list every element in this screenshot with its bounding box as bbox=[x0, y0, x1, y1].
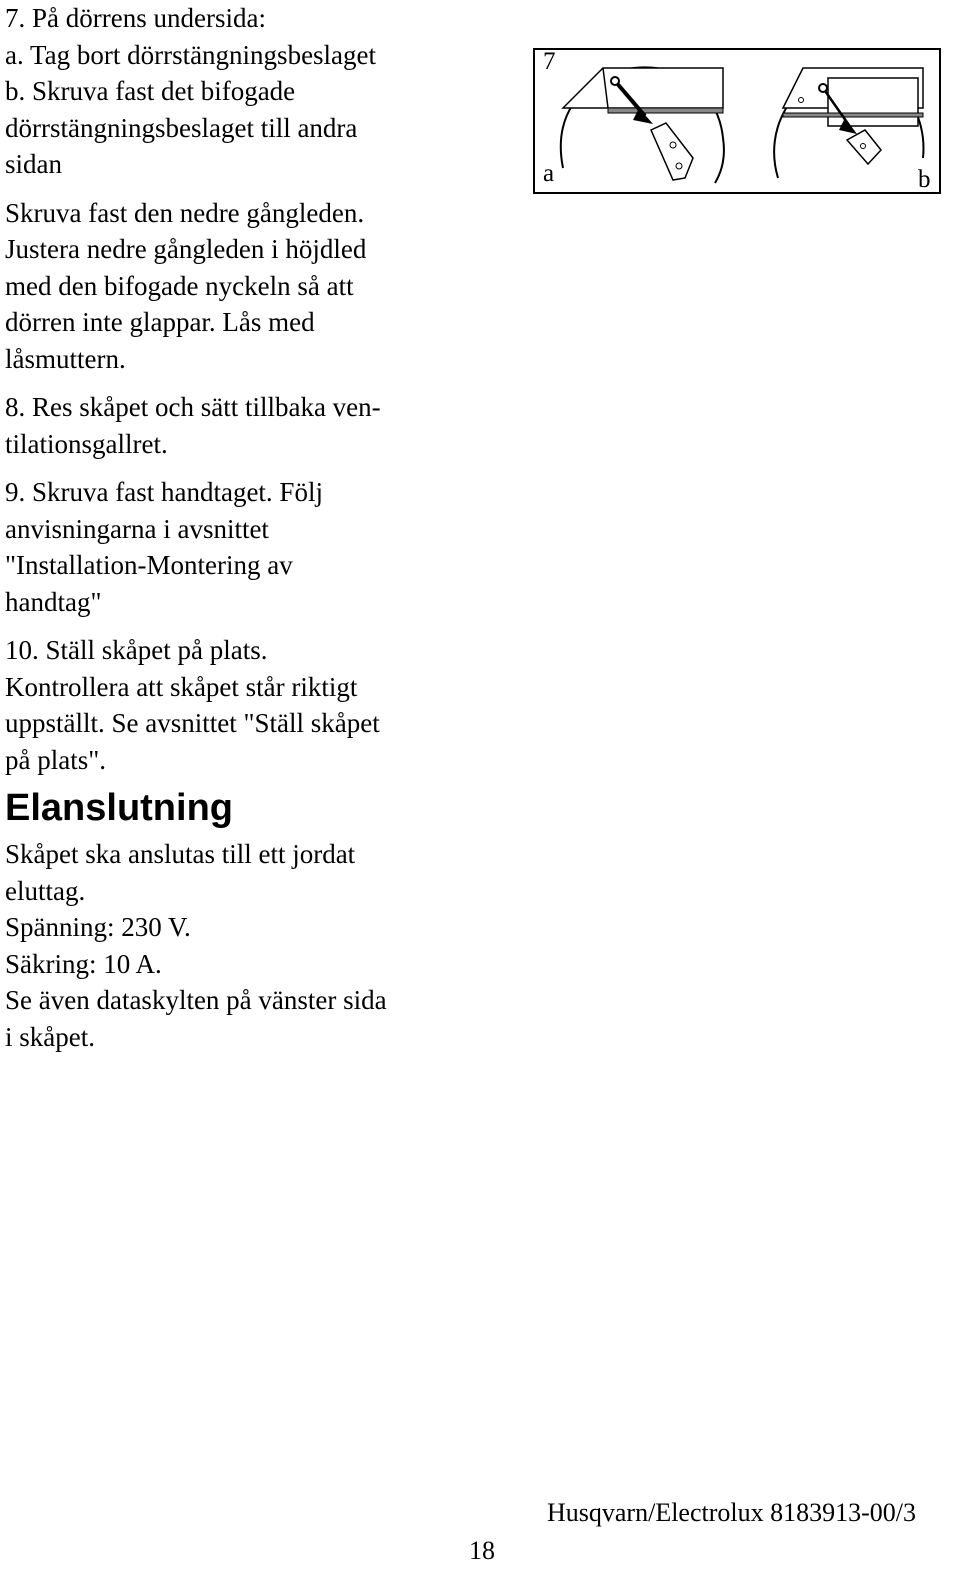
step7-b-line1: b. Skruva fast det bifogade bbox=[5, 76, 296, 106]
step10-line3: uppställt. Se avsnittet "Ställ skåpet bbox=[5, 708, 380, 738]
figure-label-a: a bbox=[543, 160, 555, 187]
step8-line1: 8. Res skåpet och sätt tillbaka ven- bbox=[5, 392, 381, 422]
step7-b-line3: sidan bbox=[5, 149, 62, 179]
section-heading-elanslutning: Elanslutning bbox=[5, 787, 233, 829]
step9-line2: anvisningarna i avsnittet bbox=[5, 513, 269, 544]
figure-label-b: b bbox=[918, 166, 931, 193]
step9-line1: 9. Skruva fast handtaget. Följ bbox=[5, 477, 323, 507]
step9-line3: "Installation-Montering av bbox=[5, 550, 293, 580]
step7-p-line5: låsmuttern. bbox=[5, 343, 126, 374]
step7-title: 7. På dörrens undersida: bbox=[5, 3, 266, 33]
door-hinge-illustration bbox=[533, 48, 941, 194]
step7-p-line1: Skruva fast den nedre gångleden. bbox=[5, 197, 365, 228]
step7-a: a. Tag bort dörrstängningsbeslaget bbox=[5, 39, 377, 70]
el-line2: eluttag. bbox=[5, 875, 86, 906]
step8-line2: tilationsgallret. bbox=[5, 428, 168, 459]
main-text-column bbox=[5, 0, 455, 1055]
el-line5: Se även dataskylten på vänster sida bbox=[5, 985, 387, 1015]
figure-number: 7 bbox=[543, 48, 556, 75]
page-number: 18 bbox=[469, 1536, 495, 1565]
figure-door-hinge bbox=[533, 48, 941, 194]
step7-b-line2: dörrstängningsbeslaget till andra bbox=[5, 112, 358, 143]
el-line6: i skåpet. bbox=[5, 1021, 95, 1052]
el-line1: Skåpet ska anslutas till ett jordat bbox=[5, 839, 356, 869]
step10-line2: Kontrollera att skåpet står riktigt bbox=[5, 671, 358, 702]
step9-line4: handtag" bbox=[5, 586, 102, 617]
step10-line1: 10. Ställ skåpet på plats. bbox=[5, 635, 268, 665]
step7-p-line2: Justera nedre gångleden i höjdled bbox=[5, 234, 367, 264]
el-line4: Säkring: 10 A. bbox=[5, 948, 162, 979]
footer-document-id: Husqvarn/Electrolux 8183913-00/3 bbox=[547, 1498, 916, 1527]
step7-p-line4: dörren inte glappar. Lås med bbox=[5, 307, 315, 337]
step7-p-line3: med den bifogade nyckeln så att bbox=[5, 270, 354, 301]
step10-line4: på plats". bbox=[5, 744, 106, 775]
el-line3: Spänning: 230 V. bbox=[5, 912, 191, 942]
